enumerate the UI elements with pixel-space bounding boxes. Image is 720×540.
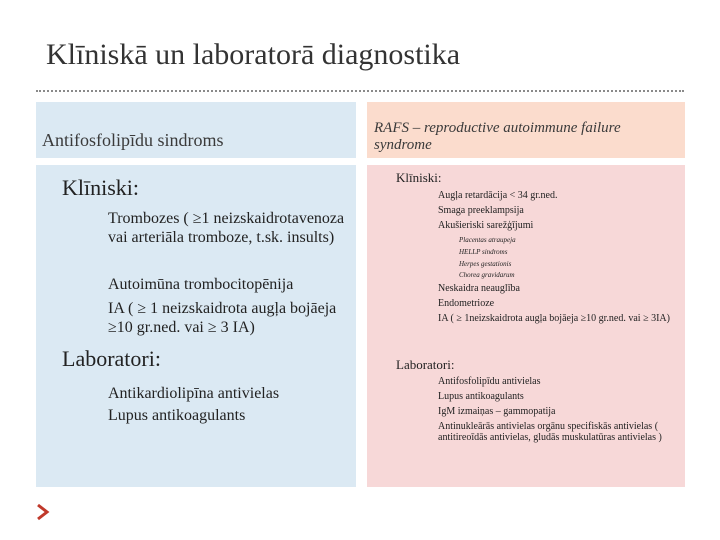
left-klin-label: Klīniski: <box>62 175 140 200</box>
nav-arrow-icon[interactable] <box>36 503 50 521</box>
right-lab-item-4: Antinukleārās antivielas orgānu specifiskās antivielas ( antitireoīdās antivielas, gludās muskulatūras antivielas ) <box>438 421 662 443</box>
left-header: Antifosfolipīdu sindroms <box>42 130 224 150</box>
left-header-panel <box>36 102 356 158</box>
right-klin-item-1: Augļa retardācija < 34 gr.ned. <box>438 190 558 201</box>
right-lab-item-3: IgM izmaiņas – gammopatija <box>438 406 556 417</box>
right-sub-item-4: Chorea gravidarum <box>459 271 515 279</box>
left-lab-label: Laboratori: <box>62 346 161 371</box>
right-lab-label: Laboratori: <box>396 357 455 372</box>
right-klin-item-4: Neskaidra neauglība <box>438 283 520 294</box>
left-lab-item-2: Lupus antikoagulants <box>108 407 246 424</box>
right-header-panel <box>367 102 685 158</box>
left-body-panel <box>36 165 356 487</box>
right-klin-item-5: Endometrioze <box>438 298 495 309</box>
slide-title: Klīniskā un laboratorā diagnostika <box>46 38 461 71</box>
right-sub-item-2: HELLP sindroms <box>459 248 508 256</box>
right-header: RAFS – reproductive autoimmune failure syndrome <box>374 120 621 153</box>
right-klin-item-3: Akušieriski sarežģījumi <box>438 220 534 231</box>
right-klin-item-6: IA ( ≥ 1neizskaidrota augļa bojāeja ≥10 gr.ned. vai ≥ 3IA) <box>438 313 670 324</box>
right-sub-item-3: Herpes gestationis <box>459 260 512 268</box>
right-sub-item-1: Placentas atraupeja <box>459 236 516 244</box>
left-klin-item-3: IA ( ≥ 1 neizskaidrota augļa bojāeja ≥10 gr.ned. vai ≥ 3 IA) <box>108 300 337 336</box>
right-klin-label: Klīniski: <box>396 170 442 185</box>
right-klin-item-2: Smaga preeklampsija <box>438 205 524 216</box>
left-klin-item-1: Trombozes ( ≥1 neizskaidrotavenoza vai arteriāla tromboze, t.sk. insults) <box>108 210 345 246</box>
right-body-panel <box>367 165 685 487</box>
left-klin-item-2: Autoimūna trombocitopēnija <box>108 276 294 293</box>
left-lab-item-1: Antikardiolipīna antivielas <box>108 385 280 402</box>
title-divider <box>36 90 684 92</box>
right-lab-item-2: Lupus antikoagulants <box>438 391 524 402</box>
right-lab-item-1: Antifosfolipīdu antivielas <box>438 376 541 387</box>
